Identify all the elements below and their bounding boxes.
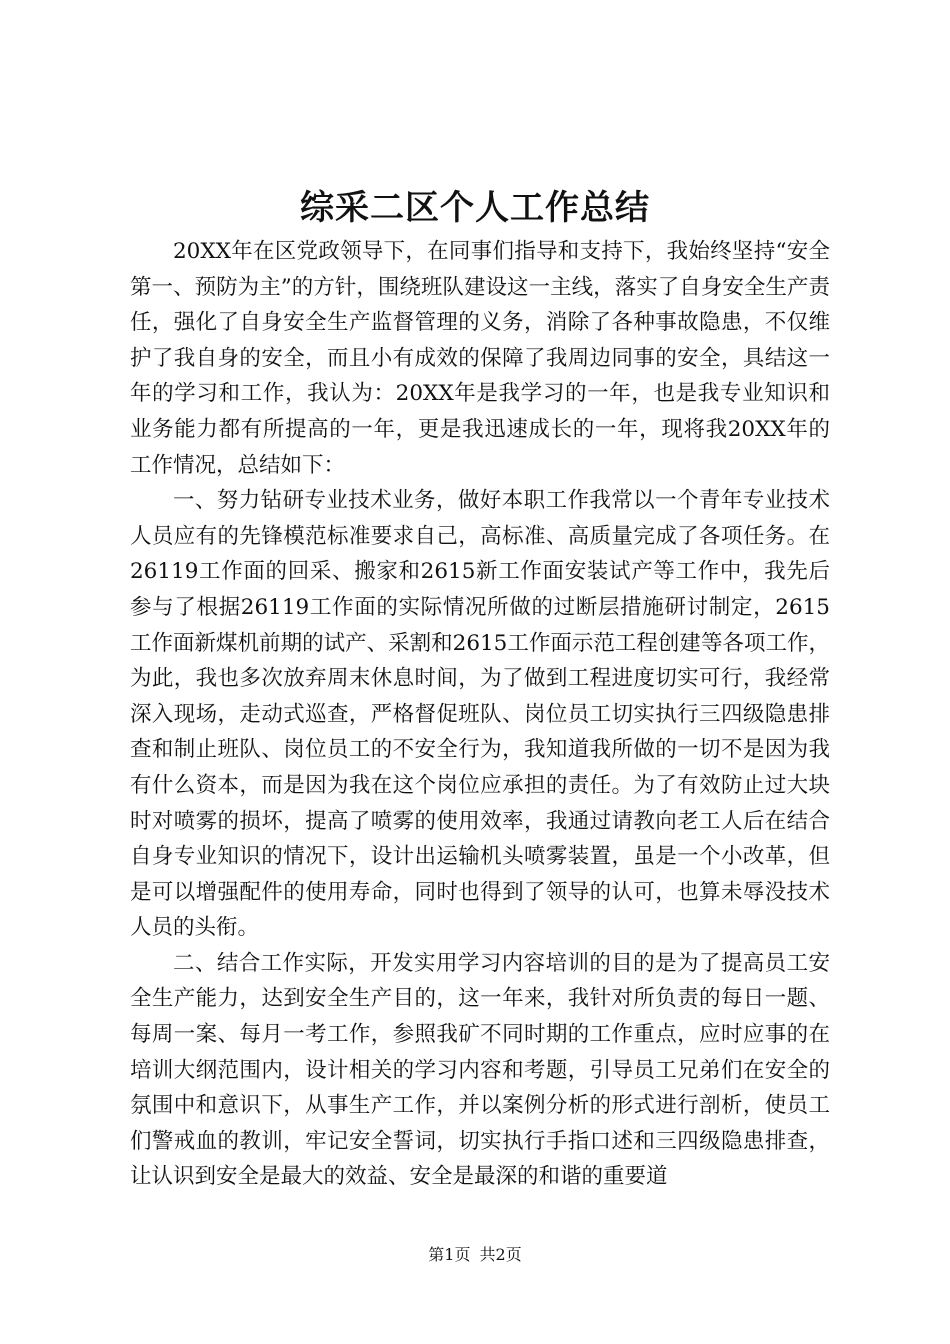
page-footer [0, 1244, 950, 1266]
page-total: 共2页 [479, 1245, 522, 1264]
page-number: 第1页 [428, 1245, 471, 1264]
paragraph-section-1: 一、努力钻研专业技术业务，做好本职工作我常以一个青年专业技术人员应有的先锋模范标准要求自己，高标准、高质量完成了各项任务。在26119工作面的回采、搬家和2615新工作面安装试产等工作中，我先后参与了根据26119工作面的实际情况所做的过断层措施研讨制定，2615工作面新煤机前期的试产、采割和2615工作面示范工程创建等各项工作，为此，我也多次放弃周末休息时间，为了做到工程进度切实可行，我经常深入现场，走动式巡查，严格督促班队、岗位员工切实执行三四级隐患排查和制止班队、岗位员工的不安全行为，我知道我所做的一切不是因为我有什么资本，而是因为我在这个岗位应承担的责任。为了有效防止过大块时对喷雾的损坏，提高了喷雾的使用效率，我通过请教向老工人后在结合自身专业知识的情况下，设计出运输机头喷雾装置，虽是一个小改革，但是可以增强配件的使用寿命，同时也得到了领导的认可，也算未辱没技术人员的头衔。 [130, 488, 830, 941]
document-title: 综采二区个人工作总结 [300, 188, 650, 228]
document-body [130, 234, 830, 1195]
paragraph-intro: 20XX年在区党政领导下，在同事们指导和支持下，我始终坚持“安全第一、预防为主”的方针，围绕班队建设这一主线，落实了自身安全生产责任，强化了自身安全生产监督管理的义务，消除了各种事故隐患，不仅维护了我自身的安全，而且小有成效的保障了我周边同事的安全，具结这一年的学习和工作，我认为：20XX年是我学习的一年，也是我专业知识和业务能力都有所提高的一年，更是我迅速成长的一年，现将我20XX年的工作情况，总结如下： [130, 239, 830, 478]
paragraph-section-2: 二、结合工作实际，开发实用学习内容培训的目的是为了提高员工安全生产能力，达到安全生产目的，这一年来，我针对所负责的每日一题、每周一案、每月一考工作，参照我矿不同时期的工作重点，应时应事的在培训大纲范围内，设计相关的学习内容和考题，引导员工兄弟们在安全的氛围中和意识下，从事生产工作，并以案例分析的形式进行剖析，使员工们警戒血的教训，牢记安全誓词，切实执行手指口述和三四级隐患排查，让认识到安全是最大的效益、安全是最深的和谐的重要道 [130, 950, 830, 1190]
